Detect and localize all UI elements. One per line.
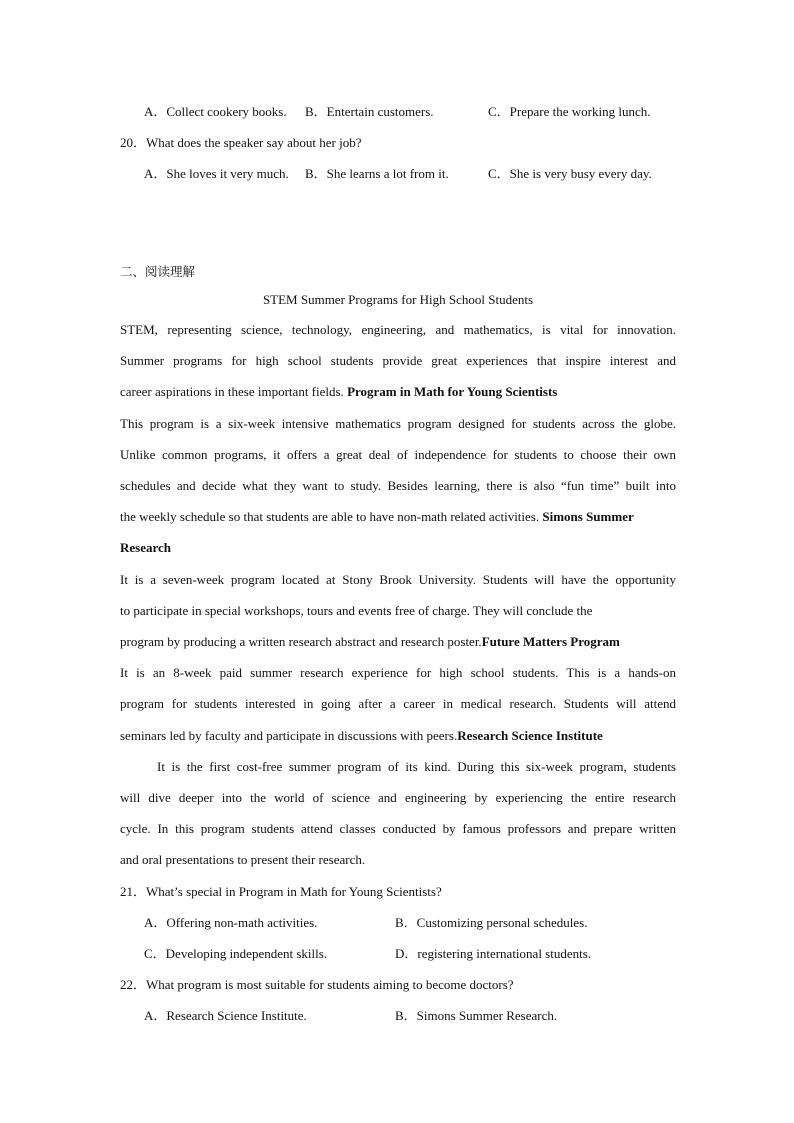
q21-question: 21．What’s special in Program in Math for Young Scientists? bbox=[120, 884, 442, 899]
q19-option-b: B．Entertain customers. bbox=[305, 104, 434, 119]
program1-line-1: This program is a six-week intensive mathematics program designed for students across the globe. bbox=[120, 416, 676, 431]
q20-option-c: C．She is very busy every day. bbox=[488, 166, 652, 181]
q19-option-a: A．Collect cookery books. bbox=[144, 104, 287, 119]
program4-line-1: It is the first cost-free summer program of its kind. During this six-week program, students bbox=[157, 759, 676, 774]
section-heading: 二、阅读理解 bbox=[120, 264, 196, 279]
q22-option-b: B．Simons Summer Research. bbox=[395, 1008, 558, 1023]
program1-line-3: schedules and decide what they want to study. Besides learning, there is also “fun time” built into bbox=[120, 478, 676, 493]
program4-line-2: will dive deeper into the world of science and engineering by experiencing the entire research bbox=[120, 790, 676, 805]
intro-line-2: Summer programs for high school students provide great experiences that inspire interest and bbox=[120, 353, 676, 368]
program3-line-3 bbox=[120, 728, 676, 744]
program2-line-2: to participate in special workshops, tours and events free of charge. They will conclude the bbox=[120, 603, 593, 618]
program1-line-4-text: the weekly schedule so that students are able to have non-math related activities. bbox=[120, 509, 543, 524]
q21-option-a: A．Offering non-math activities. bbox=[144, 915, 318, 930]
q21-option-b: B．Customizing personal schedules. bbox=[395, 915, 588, 930]
program2-heading-part1: Simons Summer bbox=[542, 509, 634, 524]
passage-title: STEM Summer Programs for High School Students bbox=[262, 292, 534, 307]
program1-line-4 bbox=[120, 509, 676, 525]
q20-option-b: B．She learns a lot from it. bbox=[305, 166, 449, 181]
intro-line-3 bbox=[120, 384, 676, 400]
program4-line-3: cycle. In this program students attend classes conducted by famous professors and prepare written bbox=[120, 821, 676, 836]
q20-question: 20．What does the speaker say about her job? bbox=[120, 135, 362, 150]
q19-option-c: C．Prepare the working lunch. bbox=[488, 104, 651, 119]
program3-line-3-text: seminars led by faculty and participate in discussions with peers. bbox=[120, 728, 458, 743]
program2-line-1: It is a seven-week program located at Stony Brook University. Students will have the opportunity bbox=[120, 572, 676, 587]
program2-line-3 bbox=[120, 634, 676, 650]
program1-line-2: Unlike common programs, it offers a great deal of independence for students to choose their own bbox=[120, 447, 676, 462]
q22-question: 22．What program is most suitable for students aiming to become doctors? bbox=[120, 977, 514, 992]
program1-heading: Program in Math for Young Scientists bbox=[347, 384, 558, 399]
q21-option-c: C．Developing independent skills. bbox=[144, 946, 328, 961]
program2-heading-part2: Research bbox=[120, 540, 172, 555]
q20-option-a: A．She loves it very much. bbox=[144, 166, 289, 181]
program2-line-3-text: program by producing a written research abstract and research poster. bbox=[120, 634, 482, 649]
program4-heading: Research Science Institute bbox=[457, 728, 603, 743]
intro-line-1: STEM, representing science, technology, engineering, and mathematics, is vital for innovation. bbox=[120, 322, 676, 337]
program3-heading: Future Matters Program bbox=[481, 634, 620, 649]
program4-line-4: and oral presentations to present their research. bbox=[120, 852, 366, 867]
program3-line-2: program for students interested in going after a career in medical research. Students will attend bbox=[120, 696, 676, 711]
q21-option-d: D．registering international students. bbox=[395, 946, 592, 961]
program3-line-1: It is an 8-week paid summer research experience for high school students. This is a hands-on bbox=[120, 665, 676, 680]
intro-line-3-text: career aspirations in these important fields. bbox=[120, 384, 348, 399]
q22-option-a: A．Research Science Institute. bbox=[144, 1008, 307, 1023]
